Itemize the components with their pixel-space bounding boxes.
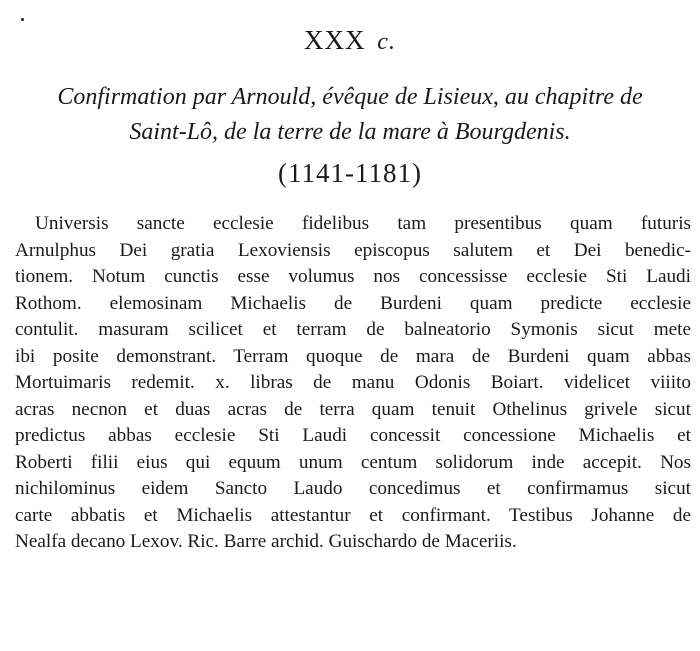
document-number-suffix: c. xyxy=(377,29,396,55)
body-line: tionem. Notum cunctis esse volumus nos concessisse ecclesie Sti Laudi xyxy=(15,266,691,287)
body-line: Nealfa decano Lexov. Ric. Barre archid. Guischardo de Maceriis. xyxy=(15,531,517,552)
body-line: carte abbatis et Michaelis attestantur et confirmant. Testibus Johanne de xyxy=(15,504,691,526)
document-number-roman: XXX xyxy=(304,25,366,55)
body-line: acras necnon et duas acras de terra quam tenuit Othelinus grivele sicut xyxy=(15,398,691,420)
document-date: (1141-1181) xyxy=(278,158,422,188)
body-line: Arnulphus Dei gratia Lexoviensis episcopus salutem et Dei benedic- xyxy=(15,239,691,261)
document-title-line: Confirmation par Arnould, évêque de Lisieux, au chapitre de xyxy=(57,84,643,110)
document-body xyxy=(15,211,691,556)
body-line: predictus abbas ecclesie Sti Laudi concessit concessione Michaelis et xyxy=(15,425,691,446)
body-line: Mortuimaris redemit. x. libras de manu Odonis Boiart. videlicet viiito xyxy=(15,372,691,393)
body-line: ibi posite demonstrant. Terram quoque de mara de Burdeni quam abbas xyxy=(15,345,691,367)
document-title-line: Saint-Lô, de la terre de la mare à Bourgdenis. xyxy=(129,119,571,145)
body-line: Universis sancte ecclesie fidelibus tam presentibus quam futuris xyxy=(35,213,691,234)
document-number xyxy=(0,24,700,58)
body-line: Rothom. elemosinam Michaelis de Burdeni quam predicte ecclesie xyxy=(15,292,691,314)
body-line: nichilominus eidem Sancto Laudo concedimus et confirmamus sicut xyxy=(15,478,691,499)
body-line: contulit. masuram scilicet et terram de balneatorio Symonis sicut mete xyxy=(15,319,691,340)
document-title xyxy=(8,80,692,150)
ink-speck xyxy=(21,18,24,21)
body-line: Roberti filii eius qui equum unum centum solidorum inde accepit. Nos xyxy=(15,451,691,473)
